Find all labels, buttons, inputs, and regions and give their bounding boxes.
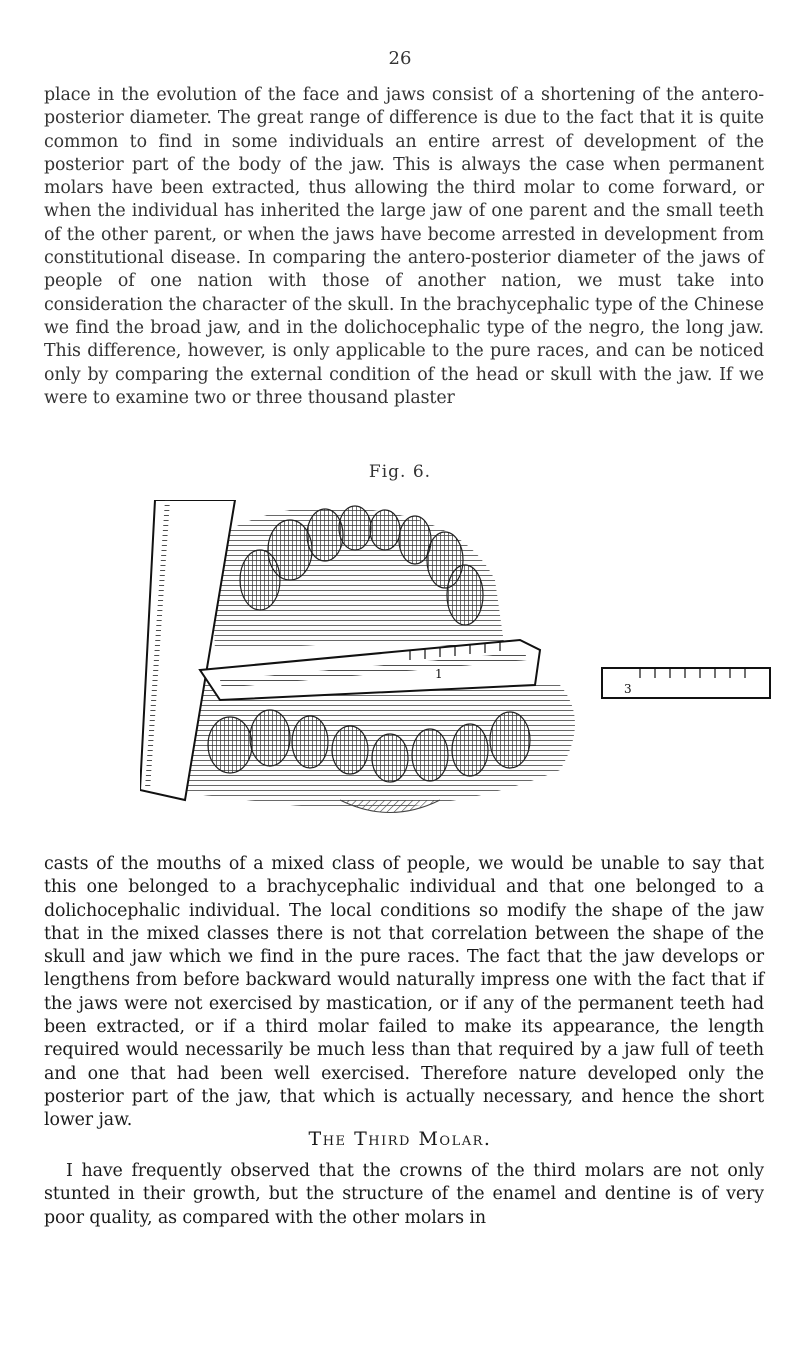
dental-cast-illustration (140, 500, 780, 830)
page-number: 26 (388, 48, 412, 69)
paragraph-3: I have frequently observed that the crowns of the third molars are not only stunted in their growth, but the structure of the enamel and dentine is of very poor quality, as compared with the other molars in (44, 1161, 764, 1228)
ruler-label-3: 3 (624, 682, 632, 696)
ruler-label-1: 1 (435, 667, 443, 681)
figure-caption: Fig. 6. (368, 462, 432, 482)
paragraph-2: casts of the mouths of a mixed class of people, we would be unable to say that this one belonged to a brachycephalic individual and that one belonged to a dolichocephalic individual. The local conditions so modify the shape of the jaw that in the mixed classes there is not that correlation between the shape of the skull and jaw which we find in the pure races. The fact that the jaw develops or lengthens from before backward would naturally impress one with the fact that if the jaws were not exercised by mastication, or if any of the permanent teeth had been extracted, or if a third molar failed to make its appearance, the length required would necessarily be much less than that required by a jaw full of teeth and one that had been well exercised. Therefore nature developed only the posterior part of the jaw, that which is actually necessary, and hence the short lower jaw. (44, 854, 764, 1131)
section-heading: The Third Molar. (308, 1128, 492, 1150)
right-ruler-end (602, 668, 770, 698)
paragraph-1: place in the evolution of the face and jaws consist of a shortening of the antero-posterior diameter. The great range of difference is due to the fact that it is quite common to find in some individuals an entire arrest of development of the posterior part of the body of the jaw. This is always the case when permanent molars have been extracted, thus allowing the third molar to come forward, or when the individual has inherited the large jaw of one parent and the small teeth of the other parent, or when the jaws have become arrested in development from constitutional disease. In comparing the antero-posterior diameter of the jaws of people of one nation with those of another nation, we must take into consideration the character of the skull. In the brachycephalic type of the Chinese we find the broad jaw, and in the dolichocephalic type of the negro, the long jaw. This difference, however, is only applicable to the pure races, and can be noticed only by comparing the external condition of the head or skull with the jaw. If we were to examine two or three thousand plaster (44, 85, 764, 408)
